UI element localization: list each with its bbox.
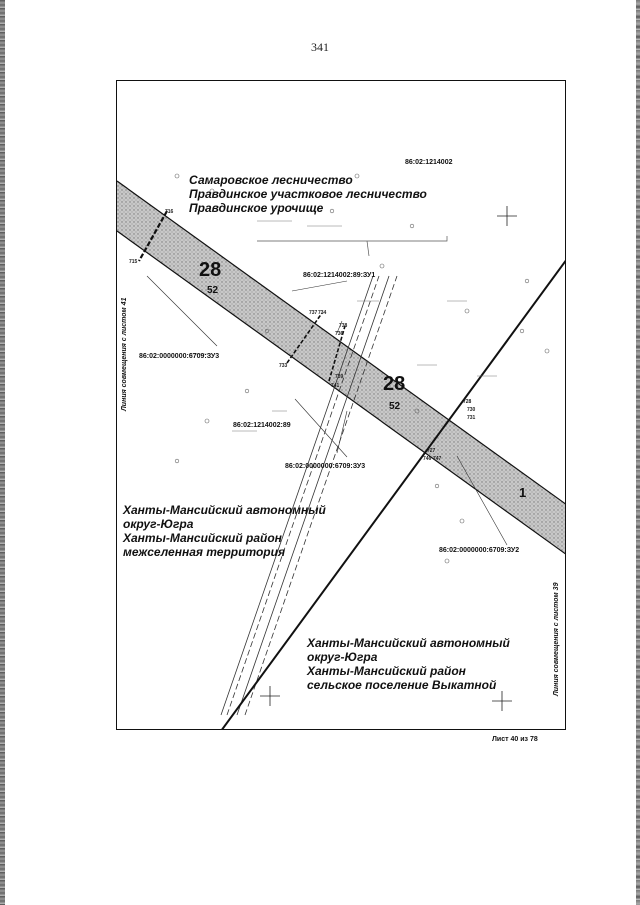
region-nw-line-4: межселенная территория: [123, 545, 286, 559]
survey-point-label: 741: [331, 383, 340, 389]
cadastral-89-label: 86:02:1214002:89: [233, 422, 291, 429]
survey-point-label: 739: [335, 374, 344, 380]
corridor-edge-north: [117, 181, 566, 505]
survey-point-label: 746: [423, 456, 432, 462]
forest-section-number: 52: [389, 401, 401, 412]
region-se-line-1: Ханты-Мансийский автономный: [307, 636, 510, 650]
survey-point-label: 737: [309, 310, 318, 316]
forest-section-number: 52: [207, 285, 219, 296]
survey-point-label: 716: [165, 209, 174, 215]
scan-edge-right: [636, 0, 640, 905]
map-frame: [116, 80, 566, 730]
cadastral-zu3-bottom-label: 86:02:0000000:6709:ЗУ3: [285, 463, 366, 470]
forest-quarter-number: 28: [199, 259, 222, 281]
region-nw-line-2: округ-Югра: [123, 517, 194, 531]
survey-point-label: 738: [339, 323, 348, 329]
survey-point-label: 727: [427, 448, 436, 454]
cadastral-zu1-label: 86:02:1214002:89:ЗУ1: [303, 272, 376, 279]
cadastral-quarter-label: 86:02:1214002: [405, 159, 453, 166]
region-se-line-3: Ханты-Мансийский район: [307, 664, 466, 678]
callout-line: [337, 411, 347, 453]
region-se-line-4: сельское поселение Выкатной: [307, 678, 497, 692]
forest-section-number: 1: [519, 485, 527, 500]
region-nw-line-3: Ханты-Мансийский район: [123, 531, 282, 545]
survey-point-label: 736: [335, 331, 344, 337]
survey-point-label: 733: [279, 363, 288, 369]
match-line-right: Линия совмещения с листом 39: [553, 582, 560, 696]
scan-edge-left: [0, 0, 5, 905]
page-number: 341: [311, 40, 329, 54]
callout-line: [292, 281, 347, 291]
region-se-line-2: округ-Югра: [307, 650, 378, 664]
survey-point-label: 731: [467, 415, 476, 421]
survey-point-label: 734: [318, 310, 327, 316]
survey-point-label: 730: [467, 407, 476, 413]
forestry-name: Самаровское лесничество: [189, 173, 353, 187]
forestry-district: Правдинское участковое лесничество: [189, 187, 427, 201]
cadastral-zu2-label: 86:02:0000000:6709:ЗУ2: [439, 547, 520, 554]
survey-point-label: 747: [433, 456, 442, 462]
small-polygon: [257, 236, 447, 241]
forestry-tract: Правдинское урочище: [189, 201, 324, 215]
small-polygon-side: [367, 241, 369, 256]
forest-quarter-number: 28: [383, 373, 406, 395]
callout-line: [295, 399, 347, 457]
survey-point-label: 715: [129, 259, 138, 265]
sheet-number-label: Лист 40 из 78: [492, 736, 538, 743]
region-nw-line-1: Ханты-Мансийский автономный: [123, 503, 326, 517]
cadastral-zu3-left-label: 86:02:0000000:6709:ЗУ3: [139, 353, 220, 360]
survey-point-label: 728: [463, 399, 472, 405]
match-line-left: Линия совмещения с листом 41: [121, 297, 128, 411]
